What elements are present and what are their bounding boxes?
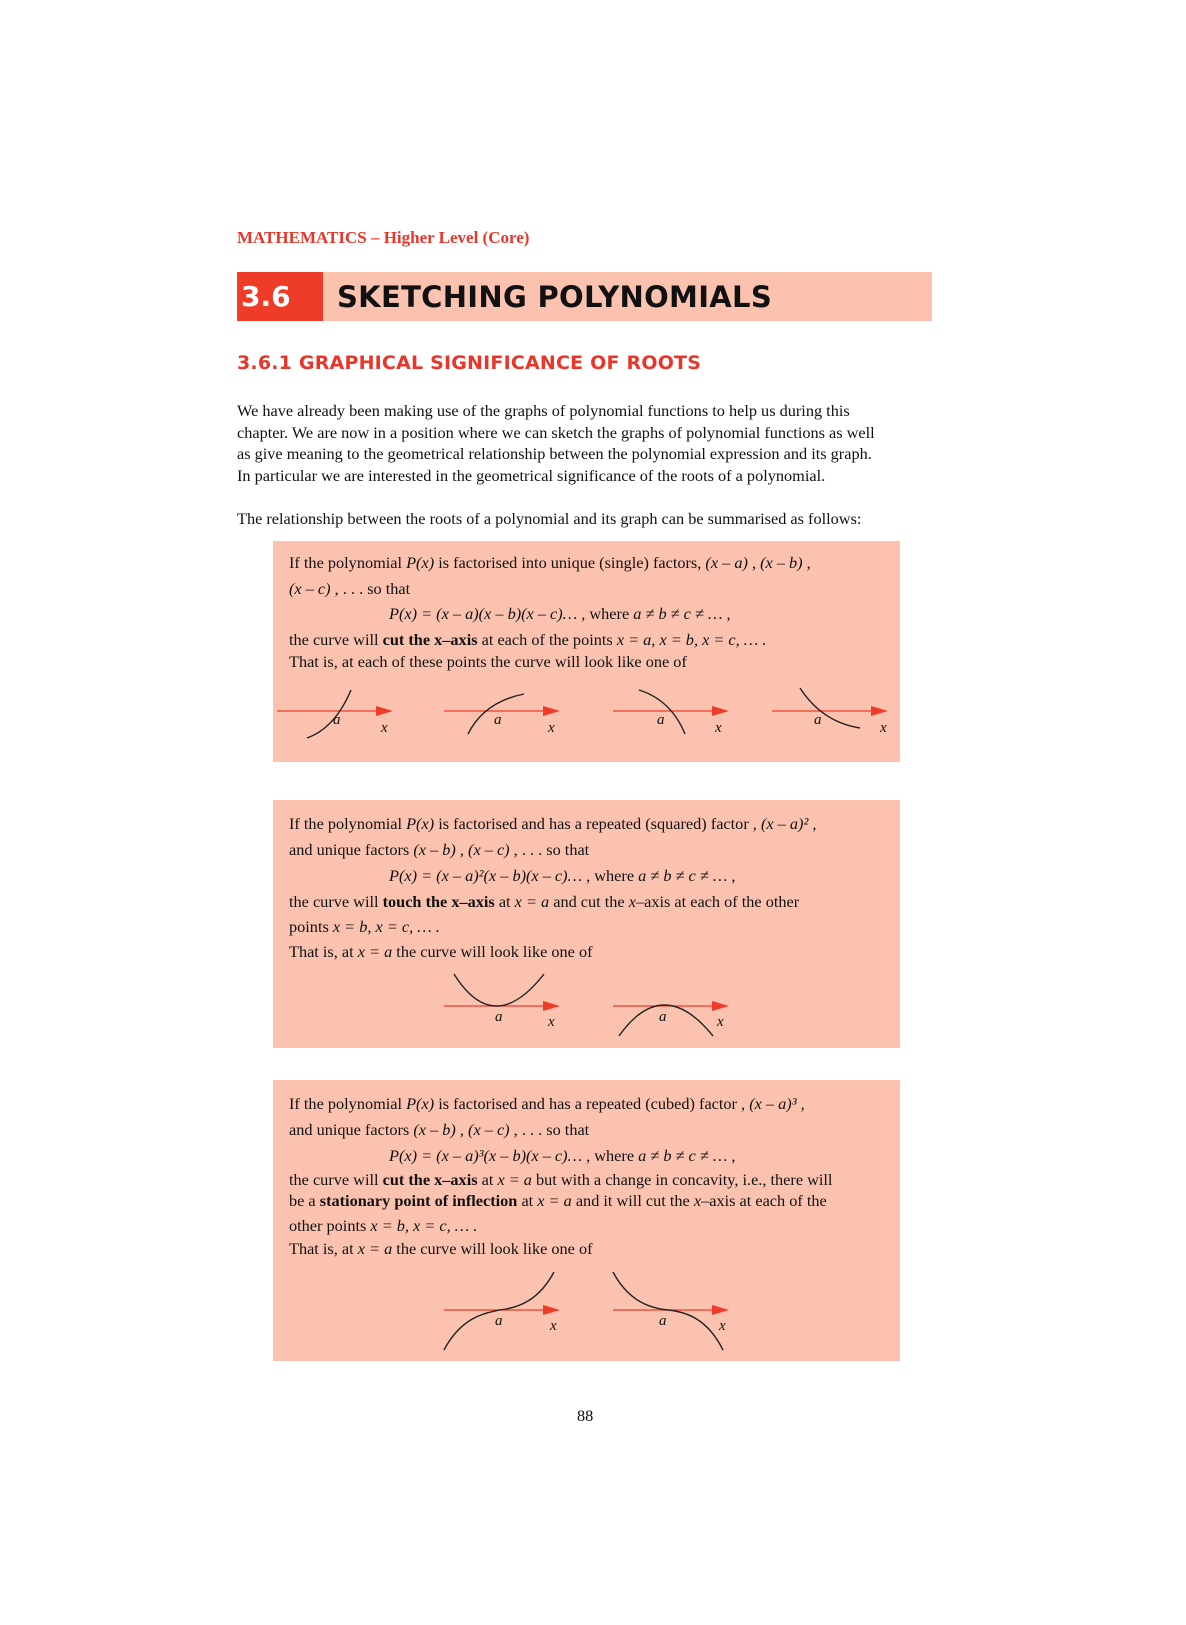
text: the curve will: [289, 1170, 383, 1189]
root-label: a: [814, 712, 822, 728]
text: If the polynomial: [289, 814, 407, 833]
intro-line: as give meaning to the geometrical relationship between the polynomial expression and its graph.: [237, 444, 872, 463]
intro-line: chapter. We are now in a position where we can sketch the graphs of polynomial functions as well: [237, 422, 875, 442]
text: , . . . so that: [509, 1120, 590, 1139]
box-line: [289, 1094, 805, 1114]
summary-lead: The relationship between the roots of a polynomial and its graph can be summarised as follows:: [237, 509, 862, 528]
text: be a: [289, 1191, 320, 1210]
math: (x – a) , (x – b) ,: [705, 553, 811, 572]
bold-text: cut the x–axis: [382, 1170, 478, 1189]
text: If the polynomial: [289, 553, 407, 572]
root-label: a: [659, 1009, 667, 1025]
page-number: 88: [577, 1406, 594, 1425]
intro-paragraph: [237, 400, 937, 486]
box-line: [289, 630, 766, 650]
text: the curve will look like one of: [392, 1239, 593, 1258]
text: –axis at each of the other: [635, 892, 800, 911]
text: and cut the: [549, 892, 629, 911]
box-line: [289, 942, 593, 962]
root-label: a: [659, 1313, 667, 1329]
text: is factorised and has a repeated (cubed) factor ,: [434, 1094, 750, 1113]
axis-label: x: [715, 720, 722, 736]
math: P(x): [406, 1094, 435, 1113]
text: at: [477, 1170, 498, 1189]
sketch-touch-minimum: [444, 974, 574, 1034]
single-root-box: [273, 541, 900, 762]
running-head: MATHEMATICS – Higher Level (Core): [237, 228, 530, 247]
axis-label: x: [550, 1318, 557, 1334]
box-line: [289, 1216, 477, 1236]
text: That is, at each of these points the curve will look like one of: [289, 652, 687, 671]
text: the curve will: [289, 630, 383, 649]
box-line: [289, 579, 410, 599]
axis-label: x: [717, 1014, 724, 1030]
intro-line: We have already been making use of the graphs of polynomial functions to help us during this: [237, 401, 850, 420]
math: (x – b) , (x – c): [413, 1120, 510, 1139]
root-label: a: [494, 712, 502, 728]
math: P(x) = (x – a)³(x – b)(x – c)…: [389, 1146, 587, 1165]
text: is factorised into unique (single) factors,: [434, 553, 706, 572]
math: x = a: [357, 942, 393, 961]
sketch-touch-maximum: [613, 974, 743, 1034]
cubed-root-box: [273, 1080, 900, 1361]
section-title: SKETCHING POLYNOMIALS: [337, 280, 773, 314]
text: is factorised and has a repeated (squared) factor ,: [434, 814, 761, 833]
math: x = b, x = c, … .: [332, 917, 440, 936]
box-line: [289, 1120, 589, 1140]
section-heading: [237, 272, 932, 321]
text: at: [494, 892, 515, 911]
squared-root-box: [273, 800, 900, 1048]
box-line: [289, 553, 811, 573]
math: x = a: [357, 1239, 393, 1258]
sketch-falling-concave-up: [772, 688, 892, 748]
math: P(x) = (x – a)²(x – b)(x – c)…: [389, 866, 587, 885]
text: points: [289, 917, 333, 936]
sketch-inflection-rising: [444, 1272, 574, 1352]
intro-line: In particular we are interested in the geometrical significance of the roots of a polynomial.: [237, 465, 826, 485]
box-line: [289, 917, 440, 937]
axis-label: x: [548, 720, 555, 736]
text: the curve will look like one of: [392, 942, 593, 961]
math: x = a, x = b, x = c, … .: [616, 630, 767, 649]
text: at: [517, 1191, 538, 1210]
axis-label: x: [719, 1318, 726, 1334]
math: a ≠ b ≠ c ≠ … ,: [633, 604, 731, 623]
equation: [289, 866, 735, 886]
math: x: [628, 892, 636, 911]
math: a ≠ b ≠ c ≠ … ,: [638, 1146, 736, 1165]
text: –axis at each of the: [701, 1191, 827, 1210]
bold-text: touch the x–axis: [382, 892, 495, 911]
sketch-inflection-falling: [613, 1272, 743, 1352]
text: other points: [289, 1216, 371, 1235]
math: (x – a)³ ,: [749, 1094, 805, 1113]
axis-label: x: [880, 720, 887, 736]
axis-label: x: [548, 1014, 555, 1030]
math: P(x): [406, 814, 435, 833]
sketch-falling-concave-down: [613, 688, 733, 748]
bold-text: stationary point of inflection: [319, 1191, 518, 1210]
section-number: 3.6: [237, 272, 323, 321]
text: , where: [581, 604, 634, 623]
root-label: a: [495, 1009, 503, 1025]
math: P(x) = (x – a)(x – b)(x – c)…: [389, 604, 582, 623]
box-line: [289, 840, 589, 860]
math: P(x): [406, 553, 435, 572]
math: (x – b) , (x – c): [413, 840, 510, 859]
text: , where: [586, 1146, 639, 1165]
box-line: [289, 652, 687, 672]
box-line: [289, 814, 816, 834]
text: but with a change in concavity, i.e., there will: [531, 1170, 833, 1189]
sketch-rising-concave-down: [277, 688, 397, 748]
text: the curve will: [289, 892, 383, 911]
subsection-title: 3.6.1 GRAPHICAL SIGNIFICANCE OF ROOTS: [237, 352, 702, 374]
text: That is, at: [289, 942, 358, 961]
text: , where: [586, 866, 639, 885]
text: If the polynomial: [289, 1094, 407, 1113]
text: , . . . so that: [330, 579, 411, 598]
box-line: [289, 892, 799, 912]
box-line: [289, 1170, 832, 1190]
equation: [289, 1146, 735, 1166]
box-line: [289, 1191, 827, 1211]
sketch-rising-concave-up: [444, 688, 564, 748]
root-label: a: [495, 1313, 503, 1329]
math: (x – a)² ,: [760, 814, 817, 833]
bold-text: cut the x–axis: [382, 630, 478, 649]
box-line: [289, 1239, 593, 1259]
math: x = a: [514, 892, 550, 911]
text: , . . . so that: [509, 840, 590, 859]
text: and it will cut the: [571, 1191, 694, 1210]
text: at each of the points: [477, 630, 617, 649]
math: (x – c): [289, 579, 331, 598]
math: x = b, x = c, … .: [370, 1216, 478, 1235]
text: That is, at: [289, 1239, 358, 1258]
math: x = a: [497, 1170, 532, 1189]
root-label: a: [657, 712, 665, 728]
text: and unique factors: [289, 1120, 414, 1139]
equation: [389, 604, 731, 624]
axis-label: x: [381, 720, 388, 736]
text: and unique factors: [289, 840, 414, 859]
math: a ≠ b ≠ c ≠ … ,: [638, 866, 736, 885]
math: x = a: [537, 1191, 572, 1210]
math: x: [693, 1191, 702, 1210]
root-label: a: [333, 712, 341, 728]
